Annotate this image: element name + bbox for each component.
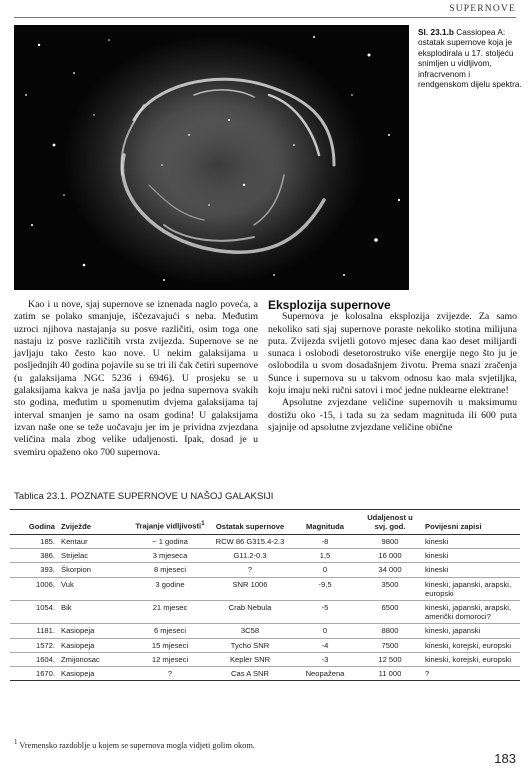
left-text-column	[14, 299, 258, 459]
cell-zvijezde: Škorpion	[58, 563, 132, 577]
cell-zvijezde: Kasiopeja	[58, 667, 132, 681]
header-ostatak: Ostatak supernove	[208, 510, 292, 535]
page-number: 183	[494, 751, 516, 766]
cell-godina: 386.	[10, 549, 58, 563]
cell-godina: 1181.	[10, 624, 58, 638]
table-body	[10, 535, 520, 681]
nebula-image	[14, 25, 409, 290]
cell-zapisi: kineski	[422, 535, 520, 549]
cell-zvijezde: Strijelac	[58, 549, 132, 563]
cell-zvijezde: Bik	[58, 601, 132, 624]
cell-trajanje: ~ 1 godina	[132, 535, 208, 549]
cell-zapisi: kineski	[422, 563, 520, 577]
cell-trajanje: ?	[132, 667, 208, 681]
cell-ostatak: RCW 86 G315.4-2.3	[208, 535, 292, 549]
cell-ostatak: Tycho SNR	[208, 638, 292, 652]
cell-godina: 1572.	[10, 638, 58, 652]
section-heading: Eksplozija supernove	[268, 298, 391, 312]
cell-trajanje: 3 godine	[132, 577, 208, 600]
body-paragraph: Kao i u nove, sjaj supernove se iznenada naglo poveća, a zatim se polako smanjuje, iščezavajući s neba. Međutim uzroci njihova nastajanja su posve različiti, osim toga one nastaju iz posve različitih vrsta zvijezda. Supernove se ne javljaju tako često kao nove. U nekim galaksijama u posljednjih 40 godina pojavile su se tri ili čak četiri supernove (u galaksijama NGC 5236 i 6946). U prosjeku se u galaksijama kakva je naša javlja po jedna supernova svakih sto godina, međutim u spomenutim dvjema galaksijama taj interval smanjen je samo na osam godina! U galaksijama izvan naše one se teže uočavaju jer im je prividna zvjezdana veličina mala zbog velike udaljenosti. Ipak, dosad je u svemiru opaženo oko 700 supernova.	[14, 299, 258, 458]
footnote-mark: 1	[14, 739, 18, 746]
right-text-column	[268, 299, 517, 434]
cell-magnituda: 0	[292, 624, 358, 638]
cell-godina: 1006.	[10, 577, 58, 600]
cell-ostatak: G11.2-0.3	[208, 549, 292, 563]
header-magnituda: Magnituda	[292, 510, 358, 535]
cell-udaljenost: 6500	[358, 601, 422, 624]
table-row	[10, 535, 520, 549]
body-paragraph: Apsolutne zvjezdane veličine supernovih u maksimumu dostižu oko -15, i tada su za sedam magnituda ili 600 puta sjajnije od apsolutne zvjezdane veličine obične	[268, 397, 517, 433]
cell-zapisi: kineski, japanski	[422, 624, 520, 638]
cassiopeia-a-photo	[14, 25, 409, 290]
cell-trajanje: 8 mjeseci	[132, 563, 208, 577]
caption-label: Sl. 23.1.b	[418, 27, 454, 37]
table-row	[10, 652, 520, 666]
table-row	[10, 667, 520, 681]
supernova-table	[10, 509, 520, 681]
cell-zapisi: kineski, japanski, arapski, europski	[422, 577, 520, 600]
table-row	[10, 563, 520, 577]
cell-ostatak: Kepler SNR	[208, 652, 292, 666]
cell-trajanje: 15 mjeseci	[132, 638, 208, 652]
header-udaljenost: Udaljenost u svj. god.	[358, 510, 422, 535]
cell-trajanje: 12 mjeseci	[132, 652, 208, 666]
cell-zapisi: kineski	[422, 549, 520, 563]
header-zapisi: Povijesni zapisi	[422, 510, 520, 535]
caption-text: Cassiopea A: ostatak supernove koja je eksplodirala u 17. stoljeću snimljen u vidljivom, infracrvenom i rendgenskom dijelu spektra.	[418, 27, 522, 90]
cell-zvijezde: Zmijonosac	[58, 652, 132, 666]
cell-zvijezde: Vuk	[58, 577, 132, 600]
cell-zapisi: kineski, korejski, europski	[422, 652, 520, 666]
cell-udaljenost: 3500	[358, 577, 422, 600]
figure-caption	[418, 27, 522, 89]
cell-godina: 1604.	[10, 652, 58, 666]
cell-magnituda: 0	[292, 563, 358, 577]
cell-magnituda: -9,5	[292, 577, 358, 600]
cell-udaljenost: 12 500	[358, 652, 422, 666]
cell-ostatak: ?	[208, 563, 292, 577]
cell-zapisi: kineski, japanski, arapski, američki domoroci?	[422, 601, 520, 624]
footnote	[14, 739, 255, 750]
footnote-text: Vremensko razdoblje u kojem se supernova mogla vidjeti golim okom.	[19, 740, 255, 750]
cell-zvijezde: Kentaur	[58, 535, 132, 549]
cell-udaljenost: 16 000	[358, 549, 422, 563]
cell-magnituda: Neopažena	[292, 667, 358, 681]
cell-zvijezde: Kasiopeja	[58, 624, 132, 638]
cell-ostatak: Crab Nebula	[208, 601, 292, 624]
cell-udaljenost: 8800	[358, 624, 422, 638]
header-trajanje	[132, 510, 208, 535]
running-header: SUPERNOVE	[449, 4, 516, 14]
cell-udaljenost: 9800	[358, 535, 422, 549]
cell-godina: 185.	[10, 535, 58, 549]
table-row	[10, 601, 520, 624]
table-header-row	[10, 510, 520, 535]
cell-godina: 393.	[10, 563, 58, 577]
cell-magnituda: -4	[292, 638, 358, 652]
footnote-ref: 1	[201, 520, 205, 528]
cell-trajanje: 21 mjesec	[132, 601, 208, 624]
header-trajanje-text: Trajanje vidljivosti	[135, 522, 202, 531]
cell-ostatak: Cas A SNR	[208, 667, 292, 681]
cell-trajanje: 6 mjeseci	[132, 624, 208, 638]
cell-magnituda: -8	[292, 535, 358, 549]
header-rule	[14, 17, 516, 18]
cell-ostatak: SNR 1006	[208, 577, 292, 600]
table-row	[10, 624, 520, 638]
table-row	[10, 549, 520, 563]
cell-magnituda: 1,5	[292, 549, 358, 563]
cell-magnituda: -3	[292, 652, 358, 666]
cell-udaljenost: 34 000	[358, 563, 422, 577]
cell-udaljenost: 11 000	[358, 667, 422, 681]
cell-zapisi: kineski, korejski, europski	[422, 638, 520, 652]
table-row	[10, 577, 520, 600]
cell-godina: 1670.	[10, 667, 58, 681]
cell-trajanje: 3 mjeseca	[132, 549, 208, 563]
table-row	[10, 638, 520, 652]
cell-zvijezde: Kasiopeja	[58, 638, 132, 652]
cell-ostatak: 3C58	[208, 624, 292, 638]
cell-udaljenost: 7500	[358, 638, 422, 652]
header-zvijezde: Zviježđe	[58, 510, 132, 535]
body-paragraph: Supernova je kolosalna eksplozija zvijezde. Za samo nekoliko sati sjaj supernove poraste nekoliko stotina milijuna puta. Zvijezda svijetli gotovo mjesec dana kao deset milijardi sunaca i oslobodi desetorostruko više energije nego što ju je oslobodila u svom dosadašnjem životu. Prema snazi zračenja Sunce i supernova su u takvom odnosu kao mala svjetiljka, koju imaju neki ručni satovi i moć jedne nuklearne elektrane!	[268, 311, 517, 397]
header-godina: Godina	[10, 510, 58, 535]
cell-zapisi: ?	[422, 667, 520, 681]
cell-magnituda: -5	[292, 601, 358, 624]
table-title: Tablica 23.1. POZNATE SUPERNOVE U NAŠOJ GALAKSIJI	[14, 491, 274, 502]
cell-godina: 1054.	[10, 601, 58, 624]
